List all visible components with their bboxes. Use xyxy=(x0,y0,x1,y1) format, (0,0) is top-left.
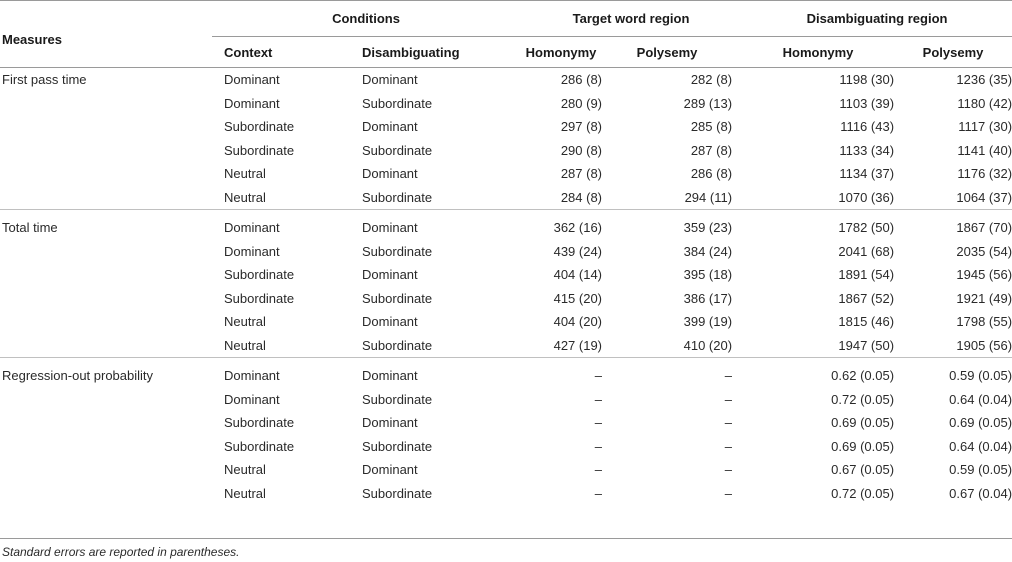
target-polysemy-header: Polysemy xyxy=(602,37,742,68)
target-homonymy-cell: 404 (20) xyxy=(553,314,603,330)
target-homonymy-cell: 427 (19) xyxy=(520,334,602,358)
table-note: Standard errors are reported in parentheses. xyxy=(2,545,240,559)
measure-cell xyxy=(0,240,212,264)
table-row xyxy=(0,115,1012,139)
context-cell: Dominant xyxy=(224,243,280,259)
target-homonymy-cell: – xyxy=(594,391,603,407)
target-polysemy-cell: 395 (18) xyxy=(683,267,733,283)
table-row xyxy=(0,287,1012,311)
bottom-rule xyxy=(0,538,1012,539)
target-polysemy-cell: 282 (8) xyxy=(690,72,733,88)
disamb-homonymy-cell: 1947 (50) xyxy=(742,334,894,358)
target-polysemy-cell: 285 (8) xyxy=(690,119,733,135)
table-row xyxy=(0,388,1012,412)
disamb-homonymy-cell: 0.72 (0.05) xyxy=(831,391,895,407)
target-homonymy-cell: 297 (8) xyxy=(560,119,603,135)
context-cell: Neutral xyxy=(224,462,266,478)
disamb-polysemy-cell: 0.59 (0.05) xyxy=(949,462,1012,478)
target-polysemy-cell: – xyxy=(724,485,733,501)
disamb-polysemy-cell: 0.67 (0.04) xyxy=(949,485,1012,501)
disamb-polysemy-cell: 2035 (54) xyxy=(956,243,1012,259)
disambiguating-cell: Subordinate xyxy=(362,95,433,111)
context-cell: Neutral xyxy=(212,186,350,210)
target-polysemy-cell: 410 (20) xyxy=(602,334,742,358)
context-cell: Dominant xyxy=(224,220,280,236)
table-row xyxy=(0,358,1012,388)
disamb-polysemy-cell: 1141 (40) xyxy=(957,142,1012,158)
disambiguating-cell: Dominant xyxy=(362,220,418,236)
context-cell: Dominant xyxy=(224,368,280,384)
measure-cell xyxy=(0,263,212,287)
table-body xyxy=(0,68,1012,506)
disambiguating-cell: Subordinate xyxy=(350,186,520,210)
disamb-polysemy-cell: 0.59 (0.05) xyxy=(949,368,1012,384)
disambiguating-cell: Subordinate xyxy=(362,290,433,306)
disamb-homonymy-cell: 1782 (50) xyxy=(838,220,895,236)
target-polysemy-cell: – xyxy=(724,462,733,478)
measure-cell xyxy=(0,186,212,210)
target-homonymy-cell: – xyxy=(594,485,603,501)
table-row xyxy=(0,458,1012,482)
disamb-homonymy-cell: 1867 (52) xyxy=(838,290,895,306)
measure-cell: Regression-out probability xyxy=(2,368,154,384)
disamb-homonymy-cell: 1116 (43) xyxy=(840,119,895,135)
disambiguating-cell: Subordinate xyxy=(362,142,433,158)
measure-cell xyxy=(0,482,212,506)
disamb-polysemy-cell: 0.64 (0.04) xyxy=(949,438,1012,454)
measure-cell xyxy=(0,162,212,186)
disamb-polysemy-cell: 1945 (56) xyxy=(956,267,1012,283)
target-polysemy-cell: 289 (13) xyxy=(683,95,733,111)
disambiguating-cell: Subordinate xyxy=(362,391,433,407)
disamb-polysemy-cell: 1921 (49) xyxy=(956,290,1012,306)
disamb-polysemy-header: Polysemy xyxy=(894,37,1012,68)
context-cell: Subordinate xyxy=(224,119,295,135)
disamb-homonymy-cell: 2041 (68) xyxy=(838,243,895,259)
target-homonymy-cell: – xyxy=(594,368,603,384)
table-row xyxy=(0,482,1012,506)
target-homonymy-cell: 284 (8) xyxy=(520,186,602,210)
disamb-polysemy-cell: 1867 (70) xyxy=(956,220,1012,236)
disamb-polysemy-cell: 1064 (37) xyxy=(894,186,1012,210)
measure-cell xyxy=(0,435,212,459)
measure-cell xyxy=(0,92,212,116)
disamb-homonymy-cell: 0.69 (0.05) xyxy=(831,438,895,454)
table-row xyxy=(0,411,1012,435)
target-polysemy-cell: 287 (8) xyxy=(690,142,733,158)
table-row xyxy=(0,334,1012,358)
disamb-polysemy-cell: 0.69 (0.05) xyxy=(949,415,1012,431)
disamb-homonymy-cell: 1891 (54) xyxy=(838,267,895,283)
measure-cell xyxy=(0,139,212,163)
disamb-polysemy-cell: 1798 (55) xyxy=(956,314,1012,330)
target-polysemy-cell: – xyxy=(724,438,733,454)
measure-cell xyxy=(0,310,212,334)
context-cell: Neutral xyxy=(224,485,266,501)
measure-cell: Total time xyxy=(2,220,58,236)
disamb-polysemy-cell: 1176 (32) xyxy=(957,166,1012,182)
context-cell: Neutral xyxy=(212,334,350,358)
target-homonymy-header: Homonymy xyxy=(520,37,602,68)
table-row xyxy=(0,240,1012,264)
target-polysemy-cell: – xyxy=(724,415,733,431)
disambiguating-cell: Dominant xyxy=(362,267,418,283)
table-row xyxy=(0,210,1012,240)
target-homonymy-cell: 280 (9) xyxy=(560,95,603,111)
measure-cell: First pass time xyxy=(2,72,87,88)
disamb-homonymy-cell: 1103 (39) xyxy=(839,95,895,111)
measure-cell xyxy=(0,411,212,435)
disamb-polysemy-cell: 1117 (30) xyxy=(958,119,1012,135)
measures-header: Measures xyxy=(0,1,212,68)
target-homonymy-cell: – xyxy=(594,462,603,478)
disambiguating-header: Disambiguating xyxy=(350,37,520,68)
target-homonymy-cell: 415 (20) xyxy=(553,290,603,306)
table-row xyxy=(0,186,1012,210)
target-polysemy-cell: – xyxy=(724,368,733,384)
target-polysemy-cell: 286 (8) xyxy=(690,166,733,182)
target-region-header: Target word region xyxy=(520,1,742,37)
target-polysemy-cell: 359 (23) xyxy=(683,220,733,236)
disambiguating-cell: Dominant xyxy=(362,72,418,88)
disambiguating-cell: Subordinate xyxy=(350,334,520,358)
disamb-homonymy-cell: 0.62 (0.05) xyxy=(831,368,895,384)
disambiguating-cell: Subordinate xyxy=(362,485,433,501)
table-row xyxy=(0,92,1012,116)
disamb-homonymy-cell: 1070 (36) xyxy=(742,186,894,210)
target-homonymy-cell: 287 (8) xyxy=(560,166,603,182)
table-row xyxy=(0,310,1012,334)
conditions-header: Conditions xyxy=(212,1,520,37)
context-cell: Neutral xyxy=(224,166,266,182)
context-cell: Subordinate xyxy=(224,290,295,306)
disamb-homonymy-cell: 1134 (37) xyxy=(839,166,895,182)
disamb-homonymy-header: Homonymy xyxy=(742,37,894,68)
disambiguating-cell: Dominant xyxy=(362,368,418,384)
measure-cell xyxy=(0,115,212,139)
measure-cell xyxy=(0,458,212,482)
context-cell: Subordinate xyxy=(224,438,295,454)
disambiguating-cell: Subordinate xyxy=(362,243,433,259)
disamb-polysemy-cell: 1180 (42) xyxy=(957,95,1012,111)
table-row xyxy=(0,162,1012,186)
table-row xyxy=(0,139,1012,163)
context-cell: Subordinate xyxy=(224,415,295,431)
context-cell: Subordinate xyxy=(224,142,295,158)
target-homonymy-cell: – xyxy=(594,415,603,431)
measure-cell xyxy=(0,334,212,358)
disambiguating-cell: Dominant xyxy=(362,119,418,135)
target-polysemy-cell: 386 (17) xyxy=(683,290,733,306)
header-row-1 xyxy=(0,1,1012,37)
target-polysemy-cell: 294 (11) xyxy=(602,186,742,210)
disamb-homonymy-cell: 1198 (30) xyxy=(839,72,895,88)
table-row xyxy=(0,68,1012,92)
disamb-homonymy-cell: 0.69 (0.05) xyxy=(831,415,895,431)
disamb-polysemy-cell: 1236 (35) xyxy=(956,72,1012,88)
target-polysemy-cell: 399 (19) xyxy=(683,314,733,330)
disamb-homonymy-cell: 0.72 (0.05) xyxy=(831,485,895,501)
disambiguating-cell: Dominant xyxy=(362,415,418,431)
target-polysemy-cell: – xyxy=(724,391,733,407)
disamb-homonymy-cell: 0.67 (0.05) xyxy=(831,462,895,478)
table-row xyxy=(0,263,1012,287)
measure-cell xyxy=(0,287,212,311)
disamb-polysemy-cell: 1905 (56) xyxy=(894,334,1012,358)
disamb-homonymy-cell: 1133 (34) xyxy=(839,142,895,158)
disambiguating-cell: Dominant xyxy=(362,314,418,330)
target-homonymy-cell: 362 (16) xyxy=(553,220,603,236)
context-cell: Neutral xyxy=(224,314,266,330)
context-cell: Subordinate xyxy=(224,267,295,283)
disambiguating-cell: Dominant xyxy=(362,462,418,478)
target-homonymy-cell: 290 (8) xyxy=(560,142,603,158)
table-row xyxy=(0,435,1012,459)
target-homonymy-cell: 404 (14) xyxy=(553,267,603,283)
disambiguating-cell: Dominant xyxy=(362,166,418,182)
target-homonymy-cell: 439 (24) xyxy=(553,243,603,259)
target-polysemy-cell: 384 (24) xyxy=(683,243,733,259)
disambiguating-cell: Subordinate xyxy=(362,438,433,454)
measure-cell xyxy=(0,388,212,412)
context-cell: Dominant xyxy=(224,391,280,407)
context-header: Context xyxy=(212,37,350,68)
disamb-polysemy-cell: 0.64 (0.04) xyxy=(949,391,1012,407)
disamb-region-header: Disambiguating region xyxy=(742,1,1012,37)
context-cell: Dominant xyxy=(224,95,280,111)
target-homonymy-cell: 286 (8) xyxy=(560,72,603,88)
disamb-homonymy-cell: 1815 (46) xyxy=(838,314,895,330)
context-cell: Dominant xyxy=(224,72,280,88)
target-homonymy-cell: – xyxy=(594,438,603,454)
